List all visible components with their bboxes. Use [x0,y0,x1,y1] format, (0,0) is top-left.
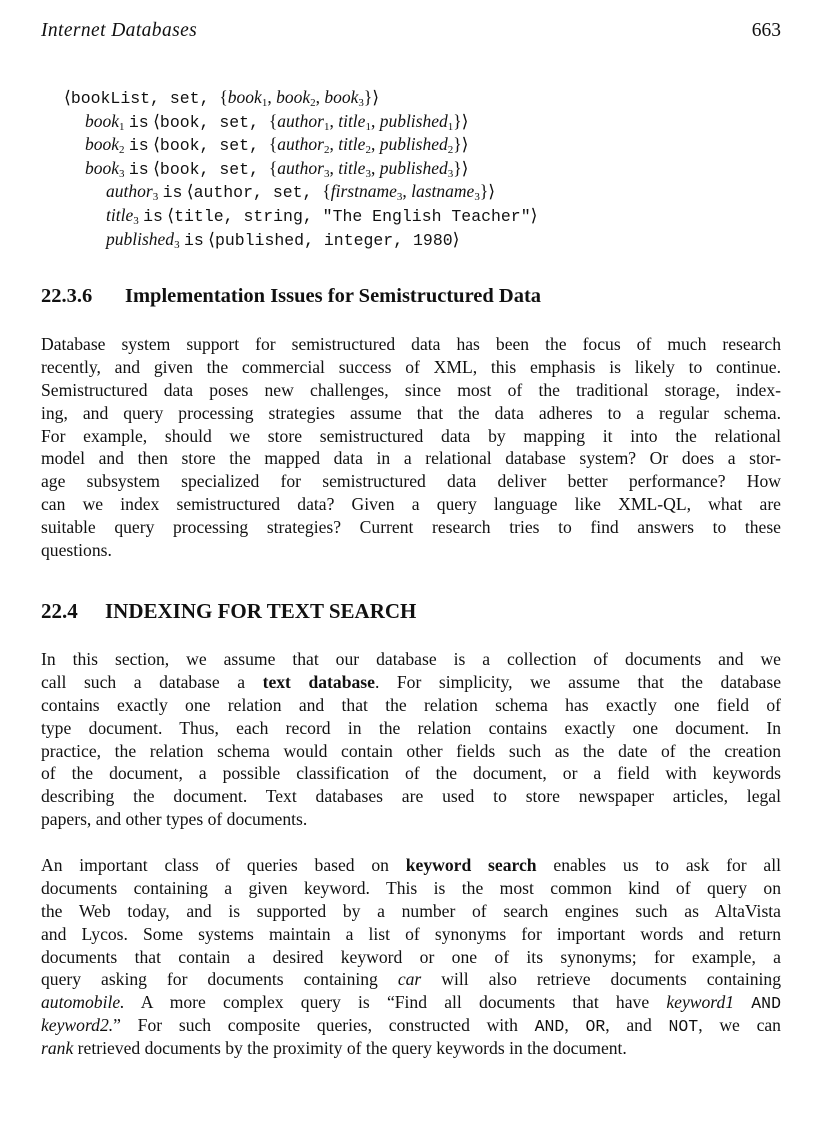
text-line: In this section, we assume that our database is a collection of documents and we [41,649,781,669]
text-line: questions. [41,540,112,561]
text-line: contains exactly one relation and that the relation schema has exactly one field of [41,694,781,715]
code-line-book3: book$_3$ is ⟨book, set, {author$_3$, title$_3$, published$_3$}⟩ [85,157,469,180]
text-line: Database system support for semistructured data has been the focus of much research [41,334,781,354]
code-line-book2: book$_2$ is ⟨book, set, {author$_2$, title$_2$, published$_2$}⟩ [85,134,469,157]
text-line: For example, should we store semistructured data by mapping it into the relational [41,425,781,446]
text-line: type document. Thus, each record in the relation contains exactly one document. In [41,717,781,738]
text-line: ing, and query processing strategies assume that the data adheres to a regular schema. [41,402,781,423]
text-line: of the document, a possible classification of the document, or a field with keywords [41,763,781,784]
code-line-booklist: ⟨bookList, set, {book$_1$, book$_2$, book$_3$}⟩ [64,87,380,109]
term-keyword-search: keyword search [405,855,537,875]
text-line: practice, the relation schema would contain other fields such as the date of the creation [41,740,781,761]
text-line: An important class of queries based on keyword search enables us to ask for all [41,855,781,875]
section-heading-22-3-6: 22.3.6 Implementation Issues for Semistructured Data [41,285,542,307]
text-line: papers, and other types of documents. [41,809,308,830]
page-number: 663 [751,20,781,41]
text-line: documents that contain a desired keyword or one of its synonyms; for example, a [41,946,781,967]
text-line: keyword2.” For such composite queries, constructed with AND, OR, and NOT, we can [41,1015,781,1037]
running-title: Internet Databases [41,20,198,41]
semistructured-code-example [64,86,537,251]
code-line-author3: author$_3$ is ⟨author, set, {firstname$_3$, lastname$_3$}⟩ [106,181,496,204]
text-line: can we index semistructured data? Given a query language like XML-QL, what are [41,494,781,515]
code-line-title3: title$_3$ is ⟨title, string, "The English Teacher"⟩ [106,204,538,227]
text-line: rank retrieved documents by the proximity of the query keywords in the document. [41,1038,627,1059]
term-text-database: text database [262,671,375,692]
text-line: the Web today, and is supported by a number of search engines such as AltaVista [41,900,781,921]
text-line: suitable query processing strategies? Current research tries to find answers to these [41,517,781,538]
code-line-book1: book$_1$ is ⟨book, set, {author$_1$, title$_1$, published$_1$}⟩ [85,110,469,133]
section-heading-22-4: 22.4 INDEXING FOR TEXT SEARCH [41,599,417,623]
text-line: documents containing a given keyword. This is the most common kind of query on [41,877,781,898]
paragraph-implementation-issues [41,333,781,562]
text-line: and Lycos. Some systems maintain a list of synonyms for important words and return [41,923,781,944]
text-line: query asking for documents containing car will also retrieve documents containing [41,969,781,990]
text-line: age subsystem specialized for semistructured data deliver better performance? How [41,471,781,492]
text-line: call such a database a text database. For simplicity, we assume that the database [41,671,782,692]
text-line: Semistructured data poses new challenges, since most of the traditional storage, index- [41,379,781,400]
text-line: model and then store the mapped data in a relational database system? Or does a stor- [41,448,781,469]
running-header [41,20,781,46]
text-line: automobile. A more complex query is “Find all documents that have keyword1 AND [41,992,781,1014]
paragraph-keyword-search [41,854,781,1060]
text-line: recently, and given the commercial success of XML, this emphasis is likely to continue. [41,356,781,377]
text-line: describing the document. Text databases are used to store newspaper articles, legal [41,786,781,807]
paragraph-text-database [41,648,781,831]
code-line-published3: published$_3$ is ⟨published, integer, 1980⟩ [106,228,460,251]
